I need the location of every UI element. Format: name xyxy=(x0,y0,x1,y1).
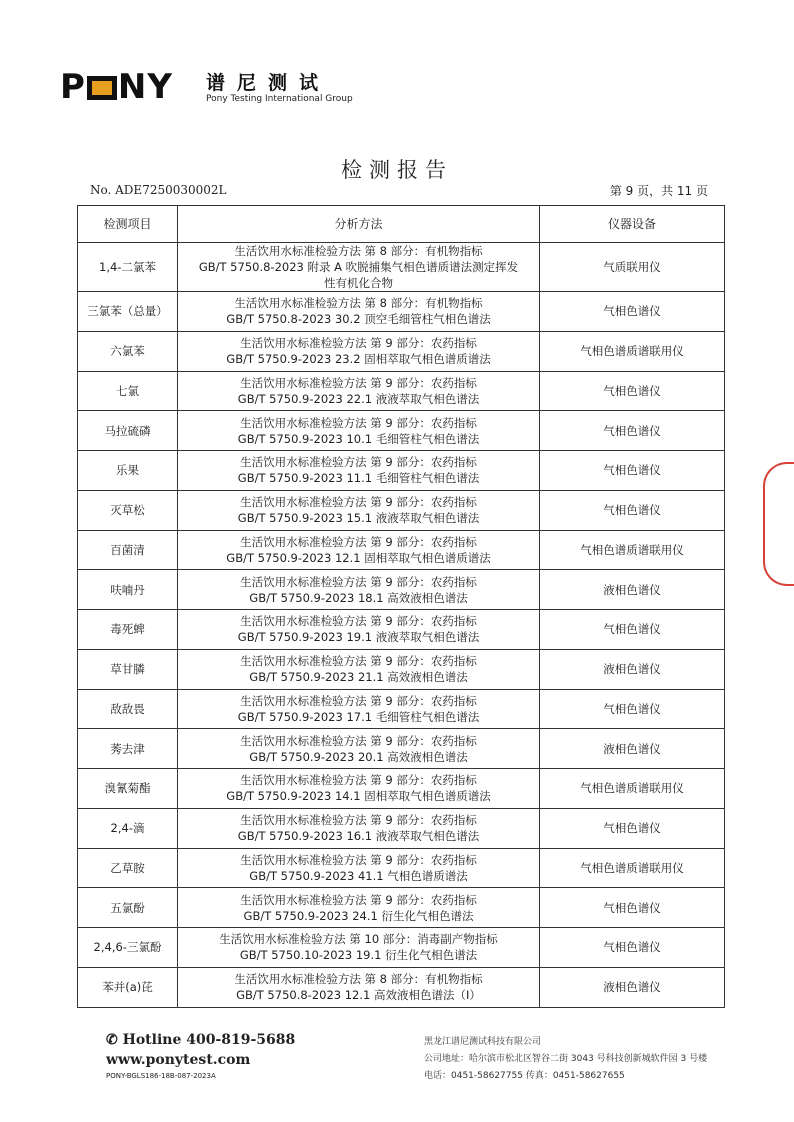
method-line: 生活饮用水标准检验方法 第 9 部分：农药指标 xyxy=(240,693,477,708)
method-line: 生活饮用水标准检验方法 第 9 部分：农药指标 xyxy=(240,336,477,351)
seal-stamp-partial xyxy=(763,462,794,586)
table-row xyxy=(78,888,725,928)
website: www.ponytest.com xyxy=(106,1052,251,1068)
table-row xyxy=(78,490,725,530)
method-line: 生活饮用水标准检验方法 第 9 部分：农药指标 xyxy=(240,375,477,390)
method-line: GB/T 5750.9-2023 12.1 固相萃取气相色谱质谱法 xyxy=(226,550,491,565)
cell-instrument: 气相色谱质谱联用仪 xyxy=(540,769,725,809)
cell-item: 毒死蜱 xyxy=(78,610,178,650)
cell-item: 苯并(a)芘 xyxy=(78,967,178,1007)
method-line: GB/T 5750.9-2023 11.1 毛细管柱气相色谱法 xyxy=(237,471,480,486)
method-line: 生活饮用水标准检验方法 第 10 部分：消毒副产物指标 xyxy=(219,932,498,947)
company-address: 公司地址：哈尔滨市松北区智谷二街 3043 号科技创新城软件园 3 号楼 xyxy=(424,1054,708,1064)
cell-instrument: 气质联用仪 xyxy=(540,243,725,292)
table-row xyxy=(78,808,725,848)
method-line: GB/T 5750.9-2023 20.1 高效液相色谱法 xyxy=(249,749,468,764)
table-row xyxy=(78,928,725,968)
cell-item: 乐果 xyxy=(78,451,178,491)
method-line: GB/T 5750.9-2023 14.1 固相萃取气相色谱质谱法 xyxy=(226,789,491,804)
cell-item: 七氯 xyxy=(78,371,178,411)
header-item: 检测项目 xyxy=(78,206,178,243)
cell-instrument: 气相色谱质谱联用仪 xyxy=(540,530,725,570)
cell-instrument: 气相色谱质谱联用仪 xyxy=(540,331,725,371)
cell-method xyxy=(178,570,540,610)
cell-method xyxy=(178,451,540,491)
cell-method xyxy=(178,928,540,968)
method-line: 生活饮用水标准检验方法 第 9 部分：农药指标 xyxy=(240,455,477,470)
table-row xyxy=(78,848,725,888)
method-line: 生活饮用水标准检验方法 第 9 部分：农药指标 xyxy=(240,813,477,828)
method-line: GB/T 5750.10-2023 19.1 衍生化气相色谱法 xyxy=(239,948,478,963)
cell-method xyxy=(178,729,540,769)
cell-instrument: 气相色谱仪 xyxy=(540,451,725,491)
cell-instrument: 气相色谱仪 xyxy=(540,689,725,729)
cell-instrument: 气相色谱仪 xyxy=(540,411,725,451)
logo-wordmark: P NY xyxy=(60,67,173,107)
table-row xyxy=(78,649,725,689)
cell-instrument: 液相色谱仪 xyxy=(540,570,725,610)
table-row xyxy=(78,292,725,332)
table-row xyxy=(78,411,725,451)
cell-instrument: 气相色谱仪 xyxy=(540,292,725,332)
table-row xyxy=(78,331,725,371)
cell-item: 马拉硫磷 xyxy=(78,411,178,451)
method-line: 性有机化合物 xyxy=(324,276,393,290)
method-line: GB/T 5750.9-2023 10.1 毛细管柱气相色谱法 xyxy=(237,431,480,446)
method-line: GB/T 5750.9-2023 15.1 液液萃取气相色谱法 xyxy=(237,511,480,526)
method-line: 生活饮用水标准检验方法 第 8 部分：有机物指标 xyxy=(234,296,483,311)
cell-method xyxy=(178,490,540,530)
cell-method xyxy=(178,769,540,809)
cell-item: 三氯苯（总量） xyxy=(78,292,178,332)
cell-instrument: 气相色谱仪 xyxy=(540,371,725,411)
method-line: GB/T 5750.8-2023 12.1 高效液相色谱法（I） xyxy=(236,988,481,1003)
cell-method xyxy=(178,649,540,689)
cell-item: 1,4-二氯苯 xyxy=(78,243,178,292)
method-line: GB/T 5750.9-2023 41.1 气相色谱质谱法 xyxy=(249,868,468,883)
method-line: 生活饮用水标准检验方法 第 9 部分：农药指标 xyxy=(240,534,477,549)
method-line: GB/T 5750.8-2023 附录 A 吹脱捕集气相色谱质谱法测定挥发 xyxy=(198,260,519,274)
method-line: 生活饮用水标准检验方法 第 9 部分：农药指标 xyxy=(240,614,477,629)
table-row xyxy=(78,769,725,809)
cell-item: 呋喃丹 xyxy=(78,570,178,610)
method-line: 生活饮用水标准检验方法 第 9 部分：农药指标 xyxy=(240,495,477,510)
logo-company-en: Pony Testing International Group xyxy=(206,94,353,104)
cell-method xyxy=(178,292,540,332)
method-line: 生活饮用水标准检验方法 第 9 部分：农药指标 xyxy=(240,654,477,669)
footer-contact xyxy=(106,1032,295,1080)
cell-method xyxy=(178,331,540,371)
cell-method xyxy=(178,610,540,650)
cell-method xyxy=(178,411,540,451)
method-line: GB/T 5750.8-2023 30.2 顶空毛细管柱气相色谱法 xyxy=(226,312,491,327)
method-line: 生活饮用水标准检验方法 第 9 部分：农药指标 xyxy=(240,574,477,589)
cell-item: 六氯苯 xyxy=(78,331,178,371)
method-line: GB/T 5750.9-2023 17.1 毛细管柱气相色谱法 xyxy=(237,709,480,724)
cell-item: 莠去津 xyxy=(78,729,178,769)
method-line: GB/T 5750.9-2023 16.1 液液萃取气相色谱法 xyxy=(237,829,480,844)
method-line: GB/T 5750.9-2023 23.2 固相萃取气相色谱质谱法 xyxy=(226,352,491,367)
table-row xyxy=(78,570,725,610)
method-line: 生活饮用水标准检验方法 第 8 部分：有机物指标 xyxy=(234,244,483,258)
table-header-row xyxy=(78,206,725,243)
cell-item: 乙草胺 xyxy=(78,848,178,888)
table-row xyxy=(78,610,725,650)
cell-instrument: 液相色谱仪 xyxy=(540,649,725,689)
cell-method xyxy=(178,243,540,292)
cell-instrument: 液相色谱仪 xyxy=(540,967,725,1007)
report-number: No. ADE7250030002L xyxy=(90,183,227,197)
footer-company xyxy=(424,1034,707,1085)
cell-instrument: 气相色谱仪 xyxy=(540,928,725,968)
table-row xyxy=(78,451,725,491)
method-line: GB/T 5750.9-2023 22.1 液液萃取气相色谱法 xyxy=(237,391,480,406)
cell-instrument: 液相色谱仪 xyxy=(540,729,725,769)
cell-method xyxy=(178,967,540,1007)
cell-item: 2,4,6-三氯酚 xyxy=(78,928,178,968)
method-line: GB/T 5750.9-2023 18.1 高效液相色谱法 xyxy=(249,590,468,605)
method-line: 生活饮用水标准检验方法 第 9 部分：农药指标 xyxy=(240,852,477,867)
table-row xyxy=(78,967,725,1007)
cell-item: 敌敌畏 xyxy=(78,689,178,729)
cell-item: 百菌清 xyxy=(78,530,178,570)
method-line: GB/T 5750.9-2023 21.1 高效液相色谱法 xyxy=(249,670,468,685)
cell-item: 五氯酚 xyxy=(78,888,178,928)
logo-o-block xyxy=(87,76,117,100)
cell-item: 溴氰菊酯 xyxy=(78,769,178,809)
cell-instrument: 气相色谱仪 xyxy=(540,888,725,928)
cell-instrument: 气相色谱仪 xyxy=(540,610,725,650)
company-contact: 电话：0451-58627755 传真：0451-58627655 xyxy=(424,1071,625,1081)
method-line: 生活饮用水标准检验方法 第 8 部分：有机物指标 xyxy=(234,972,483,987)
cell-instrument: 气相色谱仪 xyxy=(540,490,725,530)
method-line: 生活饮用水标准检验方法 第 9 部分：农药指标 xyxy=(240,415,477,430)
header-method: 分析方法 xyxy=(178,206,540,243)
table-row xyxy=(78,530,725,570)
cell-item: 草甘膦 xyxy=(78,649,178,689)
report-title: 检测报告 xyxy=(341,158,453,182)
cell-instrument: 气相色谱仪 xyxy=(540,808,725,848)
page-number: 第 9 页，共 11 页 xyxy=(609,184,708,198)
cell-method xyxy=(178,689,540,729)
cell-method xyxy=(178,530,540,570)
method-line: 生活饮用水标准检验方法 第 9 部分：农药指标 xyxy=(240,733,477,748)
method-line: GB/T 5750.9-2023 19.1 液液萃取气相色谱法 xyxy=(237,630,480,645)
table-row xyxy=(78,689,725,729)
method-line: 生活饮用水标准检验方法 第 9 部分：农药指标 xyxy=(240,773,477,788)
method-table xyxy=(77,205,725,1008)
table-row xyxy=(78,243,725,292)
table-row xyxy=(78,371,725,411)
cell-method xyxy=(178,371,540,411)
cell-method xyxy=(178,808,540,848)
cell-method xyxy=(178,848,540,888)
form-code: PONY-BGLS186-18B-087-2023A xyxy=(106,1072,216,1080)
logo-company-cn: 谱尼测试 xyxy=(206,72,331,94)
table-row xyxy=(78,729,725,769)
hotline: ✆ Hotline 400-819-5688 xyxy=(106,1032,296,1048)
method-line: GB/T 5750.9-2023 24.1 衍生化气相色谱法 xyxy=(243,908,474,923)
cell-item: 2,4-滴 xyxy=(78,808,178,848)
cell-item: 灭草松 xyxy=(78,490,178,530)
company-logo xyxy=(60,67,353,107)
company-name: 黑龙江谱尼测试科技有限公司 xyxy=(424,1037,542,1047)
cell-method xyxy=(178,888,540,928)
header-instrument: 仪器设备 xyxy=(540,206,725,243)
method-line: 生活饮用水标准检验方法 第 9 部分：农药指标 xyxy=(240,892,477,907)
cell-instrument: 气相色谱质谱联用仪 xyxy=(540,848,725,888)
